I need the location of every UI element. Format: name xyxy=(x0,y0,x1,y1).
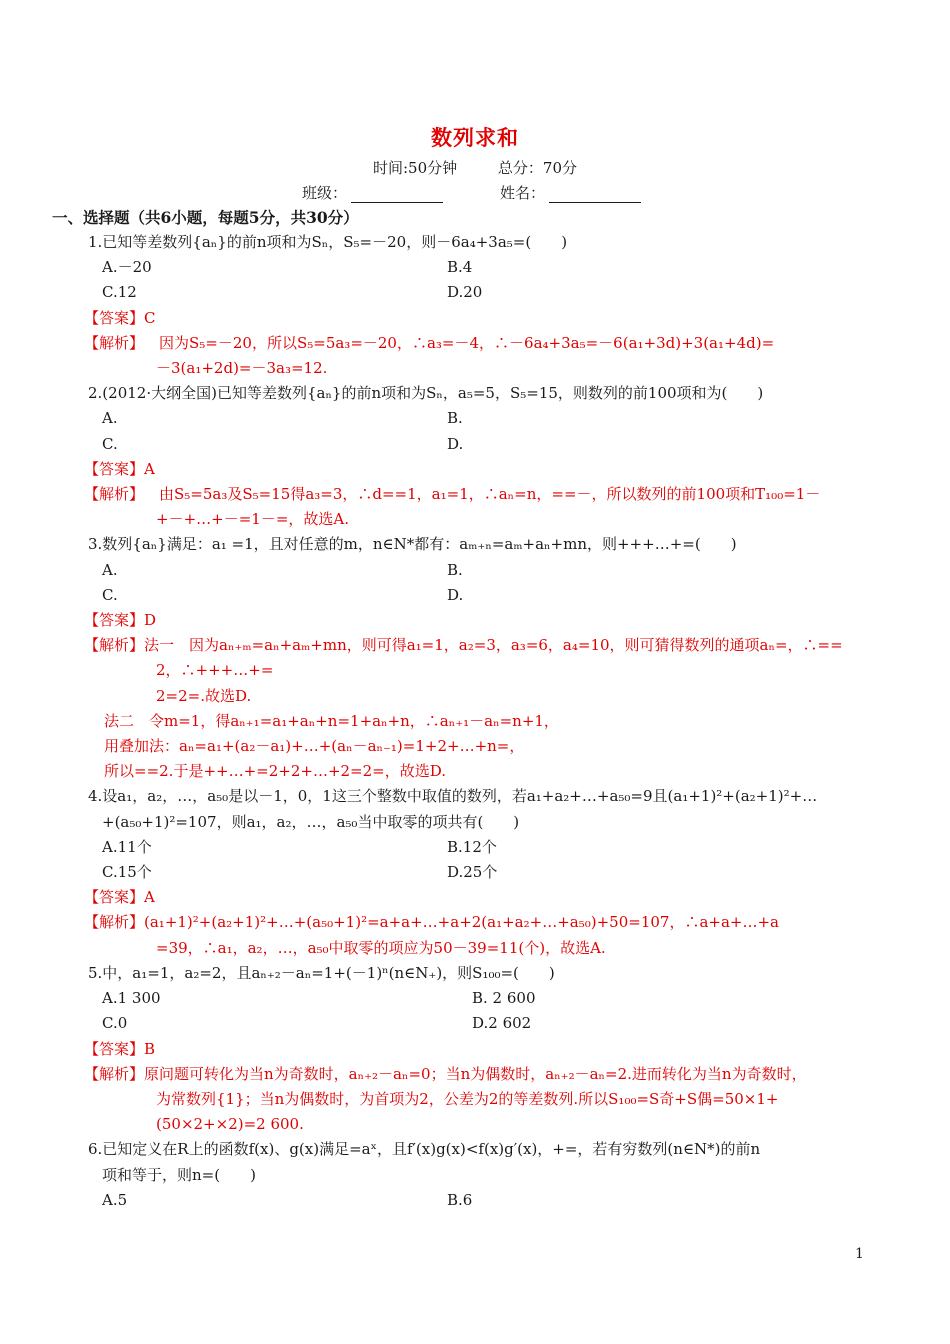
question-6-stem-line: 项和等于，则n=( ) xyxy=(102,1165,256,1184)
option: D. xyxy=(447,434,464,453)
question-3-options xyxy=(102,583,867,608)
class-label: 班级： xyxy=(302,184,348,202)
question-4-options xyxy=(102,835,867,860)
option: C.15个 xyxy=(102,863,152,882)
page-title: 数列求和 xyxy=(431,125,519,150)
name-label: 姓名： xyxy=(500,184,546,202)
page-number: 1 xyxy=(855,1246,864,1262)
question-2-analysis: 【解析】 由S₅=5a₃及S₅=15得a₃=3，∴d==1，a₁=1，∴aₙ=n，==－，所以数列的前100项和T₁₀₀=1－ xyxy=(84,485,821,504)
option: B.6 xyxy=(447,1190,473,1209)
question-2-analysis-line: +－+…+－=1－=，故选A. xyxy=(156,510,349,529)
time-info: 时间:50分钟 xyxy=(372,159,458,177)
question-5-analysis-line: 为常数列{1}；当n为偶数时，为首项为2，公差为2的等差数列.所以S₁₀₀=S奇+S偶=50×1+ xyxy=(156,1089,779,1108)
question-5-stem: 5.中，a₁=1，a₂=2，且aₙ₊₂－aₙ=1+(－1)ⁿ(n∈N₊)，则S₁₀₀=( ) xyxy=(88,963,555,982)
question-1-options xyxy=(102,280,867,305)
question-2-stem: 2.(2012·大纲全国)已知等差数列{aₙ}的前n项和为Sₙ，a₅=5，S₅=15，则数列的前100项和为( ) xyxy=(88,384,764,403)
option: D.20 xyxy=(447,283,483,302)
option: B.12个 xyxy=(447,837,497,856)
option: C. xyxy=(102,585,118,604)
option: A.1 300 xyxy=(102,989,161,1008)
question-6-options xyxy=(102,1188,867,1213)
option: D.25个 xyxy=(447,863,498,882)
question-1-stem: 1.已知等差数列{aₙ}的前n项和为Sₙ，S₅=－20，则－6a₄+3a₅=( ) xyxy=(88,233,568,251)
option: B. xyxy=(447,409,463,428)
option: B.4 xyxy=(447,258,473,277)
question-1-options xyxy=(102,255,867,280)
question-3-analysis-line: 用叠加法：aₙ=a₁+(a₂－a₁)+…+(aₙ－aₙ₋₁)=1+2+…+n=， xyxy=(104,737,525,756)
question-1-analysis-line: －3(a₁+2d)=－3a₃=12. xyxy=(156,359,328,378)
question-4-analysis-line: =39，∴a₁，a₂，…，a₅₀中取零的项应为50－39=11(个)，故选A. xyxy=(156,938,606,957)
question-4-options xyxy=(102,860,867,885)
question-5-analysis-line: (50×2+×2)=2 600. xyxy=(156,1115,304,1134)
question-3-analysis: 【解析】 法一 因为aₙ₊ₘ=aₙ+aₘ+mn，则可得a₁=1，a₂=3，a₃=6，a₄=10，则可猜得数列的通项aₙ=，∴== xyxy=(84,636,843,655)
question-3-analysis-line: 2，∴+++…+= xyxy=(156,661,274,680)
question-3-options xyxy=(102,558,867,583)
option: A. xyxy=(102,409,118,428)
question-5-analysis: 【解析】 原问题可转化为当n为奇数时，aₙ₊₂－aₙ=0；当n为偶数时，aₙ₊₂－aₙ=2.进而转化为当n为奇数时， xyxy=(84,1064,807,1083)
option: C. xyxy=(102,434,118,453)
option: A.11个 xyxy=(102,837,152,856)
questions xyxy=(52,230,867,1213)
question-5-answer: 【答案】B xyxy=(84,1039,156,1058)
option: C.12 xyxy=(102,283,137,302)
question-3-analysis-line: 2=2=.故选D. xyxy=(156,686,252,705)
question-3-analysis-line: 法二 令m=1，得aₙ₊₁=a₁+aₙ+n=1+aₙ+n，∴aₙ₊₁－aₙ=n+1， xyxy=(104,711,559,730)
option: D.2 602 xyxy=(472,1014,532,1033)
section-heading: 一、选择题（共6小题，每题5分，共30分） xyxy=(52,208,359,227)
question-2-options xyxy=(102,406,867,431)
question-5-options xyxy=(102,1011,867,1036)
question-4-stem-line: +(a₅₀+1)²=107，则a₁，a₂，…，a₅₀当中取零的项共有( ) xyxy=(102,812,520,831)
question-2-options xyxy=(102,432,867,457)
exam-meta xyxy=(0,157,950,178)
option: A.5 xyxy=(102,1190,128,1209)
option: B. 2 600 xyxy=(472,989,536,1008)
score-info: 总分：70分 xyxy=(497,159,578,177)
question-5-options xyxy=(102,986,867,1011)
question-6-stem: 6.已知定义在R上的函数f(x)、g(x)满足=aˣ，且f′(x)g(x)<f(x)g′(x)，+=，若有穷数列(n∈N*)的前n xyxy=(88,1140,761,1159)
question-3-analysis-line: 所以==2.于是++…+=2+2+…+2=2=，故选D. xyxy=(104,762,446,781)
name-blank xyxy=(549,187,641,203)
question-3-answer: 【答案】D xyxy=(84,611,157,630)
option: A. xyxy=(102,560,118,579)
question-4-stem: 4.设a₁，a₂，…，a₅₀是以－1，0，1这三个整数中取值的数列，若a₁+a₂+…+a₅₀=9且(a₁+1)²+(a₂+1)²+… xyxy=(88,787,818,806)
option: C.0 xyxy=(102,1014,128,1033)
option: B. xyxy=(447,560,463,579)
option: A.－20 xyxy=(102,258,152,277)
question-4-answer: 【答案】A xyxy=(84,888,155,907)
option: D. xyxy=(447,585,464,604)
question-4-analysis: 【解析】 (a₁+1)²+(a₂+1)²+…+(a₅₀+1)²=a+a+…+a+2(a₁+a₂+…+a₅₀)+50=107，∴a+a+…+a xyxy=(84,913,779,932)
name-field xyxy=(500,182,641,203)
question-1-answer: 【答案】C xyxy=(84,308,156,327)
question-2-answer: 【答案】A xyxy=(84,459,155,478)
question-1-analysis: 【解析】 因为S₅=－20，所以S₅=5a₃=－20，∴a₃=－4，∴－6a₄+3a₅=－6(a₁+3d)+3(a₁+4d)= xyxy=(84,333,775,352)
question-3-stem: 3.数列{aₙ}满足：a₁ =1，且对任意的m，n∈N*都有：aₘ₊ₙ=aₘ+aₙ+mn，则+++…+=( ) xyxy=(88,535,737,554)
class-blank xyxy=(351,187,443,203)
class-field xyxy=(302,182,443,203)
